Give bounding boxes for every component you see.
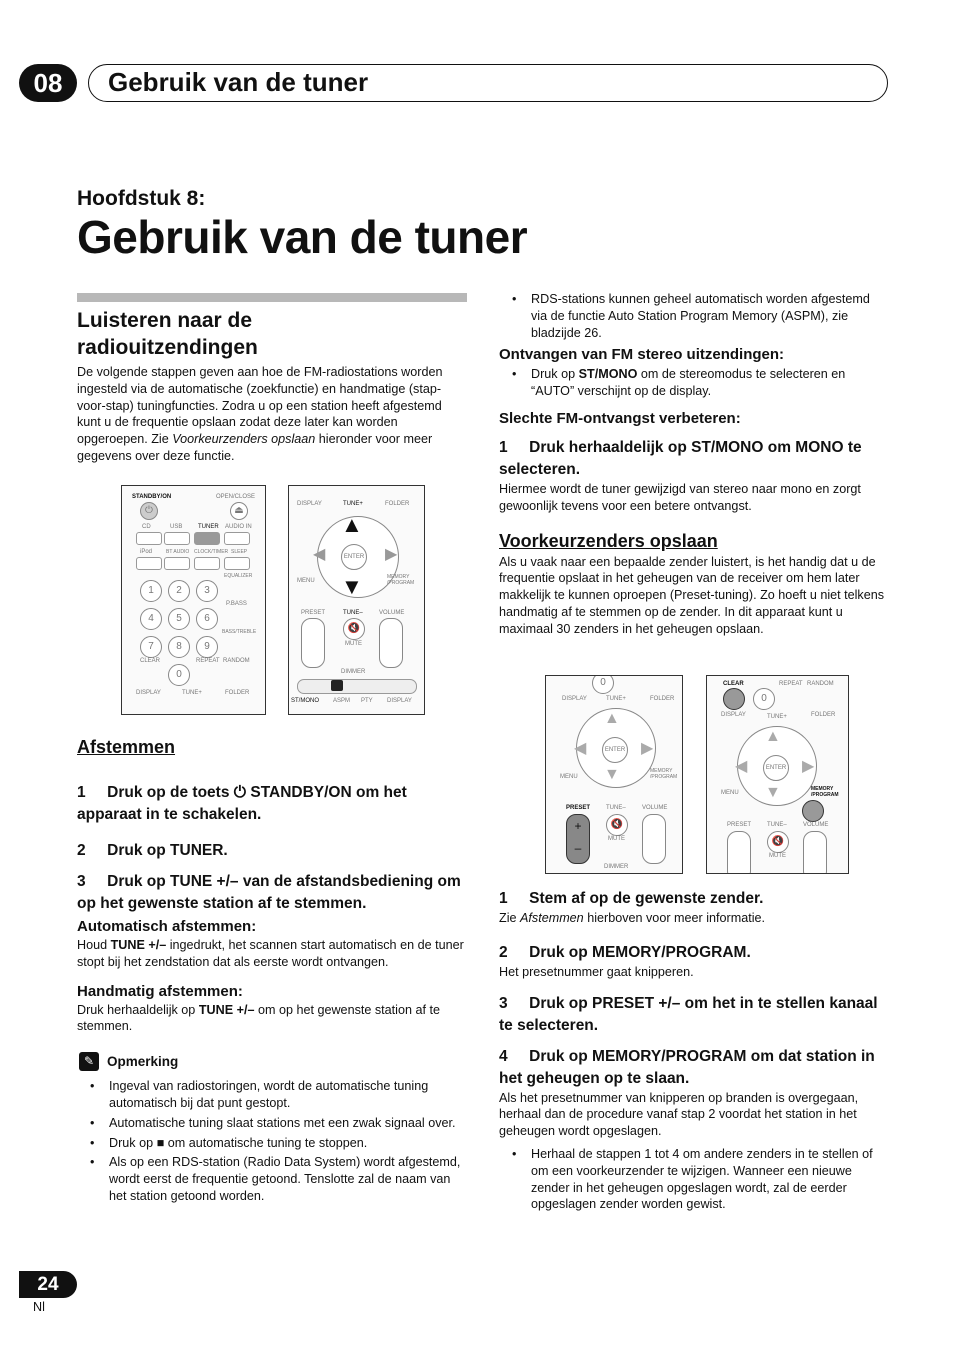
remote-digit-1: 1	[140, 580, 162, 602]
remote-label-tune-minus-2: TUNE–	[606, 805, 626, 811]
nav-left-arrow-icon-3: ◀	[735, 758, 748, 775]
nav-down-arrow-icon-3: ▼	[765, 784, 781, 801]
remote-usb-button	[164, 532, 190, 545]
remote-label-repeat: REPEAT	[196, 658, 220, 664]
remote-label-tune-plus-4: TUNE+	[767, 714, 787, 720]
remote-label-random-2: RANDOM	[807, 681, 834, 687]
preset-step-1-text: Zie Afstemmen hierboven voor meer informatie.	[499, 911, 765, 925]
remote-illustration-preset	[545, 675, 683, 874]
note-item: • Als op een RDS-station (Radio Data System) wordt afgestemd, wordt eerst de frequentie getoond. Tenslotte zal de naam van het station getoond worden.	[77, 1154, 467, 1204]
manual-heading: Handmatig afstemmen:	[77, 982, 243, 1000]
remote-label-bass-treble: BASS/TREBLE	[222, 629, 257, 635]
remote-label-memory-program: MEMORY /PROGRAM	[387, 574, 415, 586]
step-2: 2 Druk op TUNER.	[77, 842, 228, 859]
preset-bullet: • Herhaal de stappen 1 tot 4 om andere zenders in te stellen of om een voorkeurzender te wijzigen. Wanneer een nieuwe zender in het geheugen opgeslagen wordt, zal de eerder opgeslagen zender worden gewist.	[499, 1146, 889, 1213]
remote-illustration-nav	[288, 485, 425, 715]
remote-cd-button	[136, 532, 162, 545]
remote-digit-0-b: 0	[592, 675, 614, 694]
remote-label-dimmer: DIMMER	[341, 669, 366, 675]
remote-label-volume-3: VOLUME	[803, 822, 829, 828]
remote-label-aspm: ASPM	[333, 698, 351, 704]
remote-label-display-4: DISPLAY	[562, 696, 587, 702]
remote-label-tuner: TUNER	[198, 524, 219, 530]
preset-heading: Voorkeurzenders opslaan	[499, 530, 718, 551]
remote-label-preset-2: PRESET	[566, 805, 591, 811]
preset-step-2-text: Het presetnummer gaat knipperen.	[499, 964, 694, 979]
remote-digit-5: 5	[168, 608, 190, 630]
preset-step-2: 2 Druk op MEMORY/PROGRAM.	[499, 943, 751, 961]
mute-icon: 🔇	[343, 618, 365, 640]
remote-label-pbass: P.BASS	[226, 601, 247, 607]
enter-button: ENTER	[341, 544, 367, 570]
remote-digit-4: 4	[140, 608, 162, 630]
stereo-bullet: • Druk op ST/MONO om de stereomodus te selecteren en “AUTO” verschijnt op de display.	[499, 366, 889, 400]
transport-bar	[297, 679, 417, 694]
power-icon: ⏻	[233, 784, 247, 801]
remote-label-display-5: DISPLAY	[721, 712, 746, 718]
remote-label-random: RANDOM	[223, 658, 250, 664]
volume-rocker	[379, 618, 403, 668]
remote-label-mute-3: MUTE	[769, 853, 786, 859]
remote-label-memory-program-3: MEMORY /PROGRAM	[811, 786, 839, 798]
remote-label-mute: MUTE	[345, 641, 362, 647]
remote-label-tune-plus-2: TUNE+	[343, 501, 363, 507]
standby-power-icon: ⏻	[140, 502, 158, 520]
remote-label-sleep: SLEEP	[231, 549, 248, 555]
remote-label-dimmer-2: DIMMER	[604, 864, 629, 870]
volume-rocker-3	[803, 831, 827, 874]
remote-tuner-button	[194, 532, 220, 545]
preset-rocker-highlighted: + –	[566, 814, 590, 864]
eject-icon: ⏏	[230, 502, 248, 520]
preset-intro: Als u vaak naar een bepaalde zender luistert, is het handig dat u de frequentie opslaat in het geheugen van de receiver om hem later makkelijk te kunnen oproepen (Preset-tuning). Zo hoeft u niet telkens handmatig af te stemmen op de zender. In dit apparaat kunt u maximaal 30 zenders in het geheugen opslaan.	[499, 554, 885, 636]
remote-label-usb: USB	[170, 524, 183, 530]
stereo-heading: Ontvangen van FM stereo uitzendingen:	[499, 346, 785, 364]
nav-right-arrow-icon-3: ▶	[802, 758, 815, 775]
remote-label-tune-plus: TUNE+	[182, 690, 202, 696]
afstemmen-heading: Afstemmen	[77, 737, 176, 757]
remote-label-preset: PRESET	[301, 610, 326, 616]
nav-right-arrow-icon-2: ▶	[641, 740, 654, 757]
preset-steps	[499, 888, 889, 1213]
remote-label-open-close: OPEN/CLOSE	[216, 494, 256, 500]
section-divider	[77, 293, 467, 302]
step-3: 3 Druk op TUNE +/– van de afstandsbediening om op het gewenste station af te stemmen.	[77, 873, 461, 912]
remote-label-volume: VOLUME	[379, 610, 405, 616]
intro-paragraph: De volgende stappen geven aan hoe de FM-radiostations worden ingesteld via de automatische (zoekfunctie) en handmatige (stap-voor-stap) tuningfuncties. Zodra u op een station heeft afgestemd kunt u de frequentie opslaan zodat deze later kan worden opgeroepen. Zie Voorkeurzenders opslaan hieronder voor meer gegevens over deze functie.	[77, 365, 443, 463]
stop-icon	[331, 680, 343, 691]
header-title: Gebruik van de tuner	[108, 67, 369, 97]
remote-label-memory-program-2: MEMORY /PROGRAM	[650, 768, 678, 780]
remote-label-cd: CD	[142, 524, 151, 530]
remote-label-clock-timer: CLOCK/TIMER	[194, 549, 229, 555]
volume-rocker-2	[642, 814, 666, 864]
chapter-number-badge: 08	[19, 64, 77, 102]
nav-left-arrow-icon: ◀	[313, 546, 326, 563]
language-code: Nl	[33, 1300, 45, 1314]
mute-icon-3: 🔇	[767, 831, 789, 853]
bad-reception-text: Hiermee wordt de tuner gewijzigd van stereo naar mono en zorgt gewoonlijk tevens voor een betere ontvangst.	[499, 481, 861, 513]
memory-program-button-highlighted	[802, 800, 824, 822]
afstemmen-section	[77, 737, 467, 1205]
remote-digit-0: 0	[168, 664, 190, 686]
right-column-top	[499, 291, 889, 638]
remote-label-menu: MENU	[297, 578, 315, 584]
remote-label-standby: STANDBY/ON	[132, 494, 172, 500]
remote-label-repeat-2: REPEAT	[779, 681, 803, 687]
enter-button-3: ENTER	[763, 755, 789, 781]
chapter-title: Gebruik van de tuner	[77, 211, 528, 263]
remote-illustration-source	[121, 485, 266, 715]
nav-up-arrow-icon: ▲	[604, 710, 620, 727]
enter-button-2: ENTER	[602, 737, 628, 763]
remote-label-clear: CLEAR	[140, 658, 161, 664]
note-header	[77, 1052, 467, 1072]
remote-digit-2: 2	[168, 580, 190, 602]
remote-label-audio-in: AUDIO IN	[225, 524, 252, 530]
remote-digit-6: 6	[196, 608, 218, 630]
preset-step-4-text: Als het presetnummer van knipperen op branden is overgegaan, herhaal dan de procedure vanaf stap 2 voordat het station in het geheugen wordt opgeslagen.	[499, 1090, 859, 1139]
remote-label-menu-3: MENU	[721, 790, 739, 796]
remote-label-ipod: iPod	[140, 549, 153, 555]
remote-label-tune-minus: TUNE–	[343, 610, 363, 616]
remote-label-tune-minus-3: TUNE–	[767, 822, 787, 828]
remote-label-st-mono: ST/MONO	[291, 698, 319, 704]
remote-label-pty: PTY	[361, 698, 373, 704]
remote-digit-9: 9	[196, 636, 218, 658]
remote-digit-0-c: 0	[753, 688, 775, 710]
preset-step-3: 3 Druk op PRESET +/– om het in te stellen kanaal te selecteren.	[499, 994, 878, 1034]
nav-left-arrow-icon-2: ◀	[574, 740, 587, 757]
remote-label-folder-3: FOLDER	[650, 696, 675, 702]
note-item: • Automatische tuning slaat stations met een zwak signaal over.	[77, 1115, 467, 1132]
auto-text: Houd TUNE +/– ingedrukt, het scannen start automatisch en de tuner stopt bij het zendstation dat als eerste wordt ontvangen.	[77, 938, 464, 969]
tune-up-arrow-icon: ▲	[341, 512, 363, 537]
nav-right-arrow-icon: ▶	[385, 546, 398, 563]
preset-step-4: 4 Druk op MEMORY/PROGRAM om dat station in het geheugen op te slaan.	[499, 1047, 875, 1087]
remote-label-preset-3: PRESET	[727, 822, 752, 828]
remote-clock-button	[194, 557, 220, 570]
preset-rocker	[301, 618, 325, 668]
note-item: • Ingeval van radiostoringen, wordt de automatische tuning automatisch bij dat punt gestopt.	[77, 1078, 467, 1112]
note-title: Opmerking	[107, 1054, 179, 1070]
note-list	[77, 1078, 467, 1205]
preset-step-1: 1 Stem af op de gewenste zender.	[499, 890, 764, 907]
remote-label-clear-2: CLEAR	[723, 681, 744, 687]
remote-audio-in-button	[224, 532, 250, 545]
remote-label-display-3: DISPLAY	[387, 698, 412, 704]
remote-label-mute-2: MUTE	[608, 836, 625, 842]
remote-label-tune-plus-3: TUNE+	[606, 696, 626, 702]
note-item: • Druk op ■ om automatische tuning te stoppen.	[77, 1135, 467, 1152]
section-title: Luisteren naar de radiouitzendingen	[77, 309, 258, 359]
remote-bt-button	[164, 557, 190, 570]
remote-label-folder: FOLDER	[225, 690, 250, 696]
preset-rocker-3	[727, 831, 751, 874]
remote-label-volume-2: VOLUME	[642, 805, 668, 811]
remote-label-menu-2: MENU	[560, 774, 578, 780]
bad-reception-heading: Slechte FM-ontvangst verbeteren:	[499, 409, 741, 427]
remote-digit-7: 7	[140, 636, 162, 658]
remote-label-equalizer: EQUALIZER	[224, 573, 253, 579]
remote-label-bt-audio: BT AUDIO	[166, 549, 190, 555]
remote-label-display-2: DISPLAY	[297, 501, 322, 507]
remote-illustration-memory	[706, 675, 849, 874]
nav-down-arrow-icon: ▼	[604, 766, 620, 783]
pencil-icon: ✎	[79, 1052, 99, 1071]
step-1: 1 Druk op de toets ⏻ STANDBY/ON om het apparaat in te schakelen.	[77, 784, 407, 823]
remote-label-display: DISPLAY	[136, 690, 161, 696]
chapter-label: Hoofdstuk 8:	[77, 187, 206, 210]
remote-sleep-button	[224, 557, 250, 570]
remote-digit-3: 3	[196, 580, 218, 602]
nav-up-arrow-icon-3: ▲	[765, 728, 781, 745]
remote-label-folder-2: FOLDER	[385, 501, 410, 507]
remote-label-folder-4: FOLDER	[811, 712, 836, 718]
clear-button-highlighted	[723, 688, 745, 710]
left-column-top	[77, 307, 467, 465]
manual-text: Druk herhaaldelijk op TUNE +/– om op het gewenste station af te stemmen.	[77, 1002, 440, 1034]
auto-heading: Automatisch afstemmen:	[77, 918, 257, 935]
page-number: 24	[19, 1271, 77, 1298]
remote-digit-8: 8	[168, 636, 190, 658]
rds-bullet: • RDS-stations kunnen geheel automatisch worden afgestemd via de functie Auto Station Program Memory (ASPM), zie bladzijde 26.	[499, 291, 889, 341]
bad-reception-step: 1 Druk herhaaldelijk op ST/MONO om MONO te selecteren.	[499, 438, 862, 478]
remote-ipod-button	[136, 557, 162, 570]
mute-icon-2: 🔇	[606, 814, 628, 836]
tune-down-arrow-icon: ▼	[341, 574, 363, 599]
